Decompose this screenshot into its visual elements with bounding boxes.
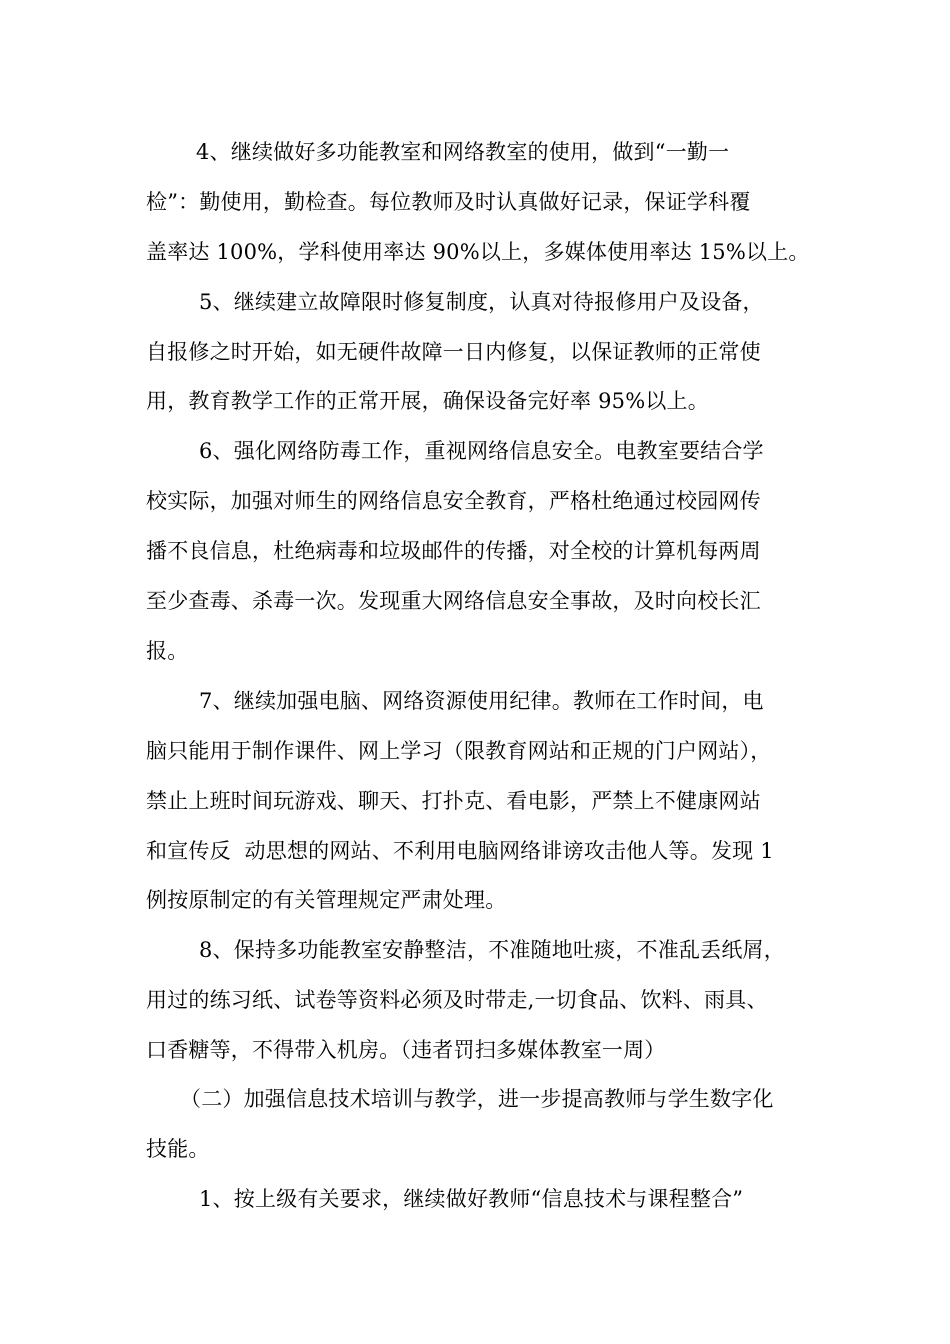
text-line-10: 至少查毒、杀毒一次。发现重大网络信息安全事故，及时向校长汇 [146,589,761,613]
text-line-14: 禁止上班时间玩游戏、聊天、打扑克、看电影，严禁上不健康网站 [146,789,761,813]
text-line-15: 和宣传反 动思想的网站、不利用电脑网络诽谤攻击他人等。发现 1 [146,839,774,863]
text-line-16: 例按原制定的有关管理规定严肃处理。 [146,888,507,912]
text-line-22: 1、按上级有关要求，继续做好教师“信息技术与课程整合” [199,1187,744,1211]
text-line-12: 7、继续加强电脑、网络资源使用纪律。教师在工作时间，电 [199,689,764,713]
text-line-5: 自报修之时开始，如无硬件故障一日内修复，以保证教师的正常使 [146,340,761,364]
text-line-11: 报。 [146,639,189,663]
text-line-13: 脑只能用于制作课件、网上学习（限教育网站和正规的门户网站）， [146,739,772,763]
text-line-6: 用，教育教学工作的正常开展，确保设备完好率 95%以上。 [146,389,709,413]
text-line-1: 4、继续做好多功能教室和网络教室的使用，做到“一勤一 [196,140,730,164]
text-line-9: 播不良信息，杜绝病毒和垃圾邮件的传播，对全校的计算机每两周 [146,539,761,563]
text-line-19: 口香糖等，不得带入机房。（违者罚扫多媒体教室一周） [146,1038,666,1062]
text-line-21: 技能。 [146,1137,210,1161]
text-line-3: 盖率达 100%，学科使用率达 90%以上，多媒体使用率达 15%以上。 [146,240,810,264]
text-line-7: 6、强化网络防毒工作，重视网络信息安全。电教室要结合学 [199,439,764,463]
text-line-4: 5、继续建立故障限时修复制度，认真对待报修用户及设备， [199,290,764,314]
section-heading: （二）加强信息技术培训与教学，进一步提高教师与学生数字化 [180,1087,774,1111]
text-line-18: 用过的练习纸、试卷等资料必须及时带走,一切食品、饮料、雨具、 [146,988,768,1012]
text-line-2: 检”：勤使用，勤检查。每位教师及时认真做好记录，保证学科覆 [146,190,751,214]
text-line-8: 校实际，加强对师生的网络信息安全教育，严格杜绝通过校园网传 [146,489,761,513]
text-line-17: 8、保持多功能教室安静整洁，不准随地吐痰，不准乱丢纸屑， [199,938,785,962]
